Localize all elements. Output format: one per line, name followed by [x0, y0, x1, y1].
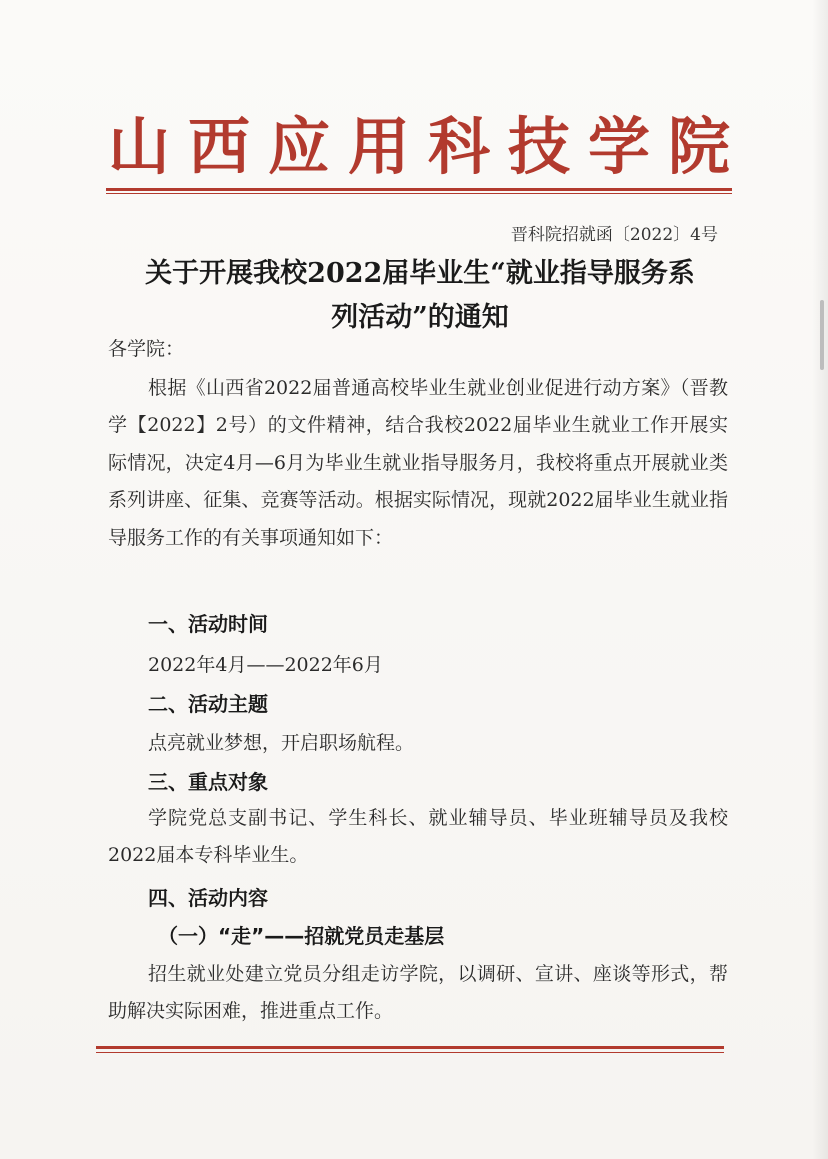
section-content-theme: 点亮就业梦想，开启职场航程。 — [148, 732, 415, 754]
salutation: 各学院： — [108, 338, 185, 360]
document-number: 晋科院招就函〔2022〕4号 — [510, 225, 718, 245]
scrollbar-track[interactable] — [812, 0, 828, 1159]
section-heading-audience: 三、重点对象 — [148, 770, 268, 794]
subsection-heading-visit: （一）“走”——招就党员走基层 — [158, 924, 445, 948]
section-heading-theme: 二、活动主题 — [148, 692, 268, 716]
intro-paragraph: 根据《山西省2022届普通高校毕业生就业创业促进行动方案》（晋教学【2022】2号）的文件精神，结合我校2022届毕业生就业工作开展实际情况，决定4月—6月为毕业生就业指导服务月，我校将重点开展就业类系列讲座、征集、竞赛等活动。根据实际情况，现就2022届毕业生就业指导服务工作的有关事项通知如下： — [108, 377, 728, 549]
scrollbar-thumb[interactable] — [820, 300, 824, 370]
footer-divider-thin — [96, 1052, 724, 1053]
header-divider-thin — [106, 193, 732, 194]
section-content-audience: 学院党总支副书记、学生科长、就业辅导员、毕业班辅导员及我校2022届本专科毕业生。 — [108, 807, 728, 867]
document-title — [100, 252, 740, 340]
footer-divider — [96, 1046, 724, 1054]
subsection-content-visit: 招生就业处建立党员分组走访学院，以调研、宣讲、座谈等形式，帮助解决实际困难，推进重点工作。 — [108, 963, 728, 1023]
header-divider-thick — [106, 188, 732, 191]
section-heading-content: 四、活动内容 — [148, 886, 268, 910]
institution-header: 山西应用科技学院 — [108, 110, 749, 183]
section-content-time: 2022年4月——2022年6月 — [148, 654, 383, 676]
header-divider — [106, 188, 732, 196]
document-title-line1: 关于开展我校2022届毕业生“就业指导服务系 — [145, 258, 695, 289]
document-title-line2: 列活动”的通知 — [331, 302, 509, 333]
section-heading-time: 一、活动时间 — [148, 612, 268, 636]
footer-divider-thick — [96, 1046, 724, 1049]
